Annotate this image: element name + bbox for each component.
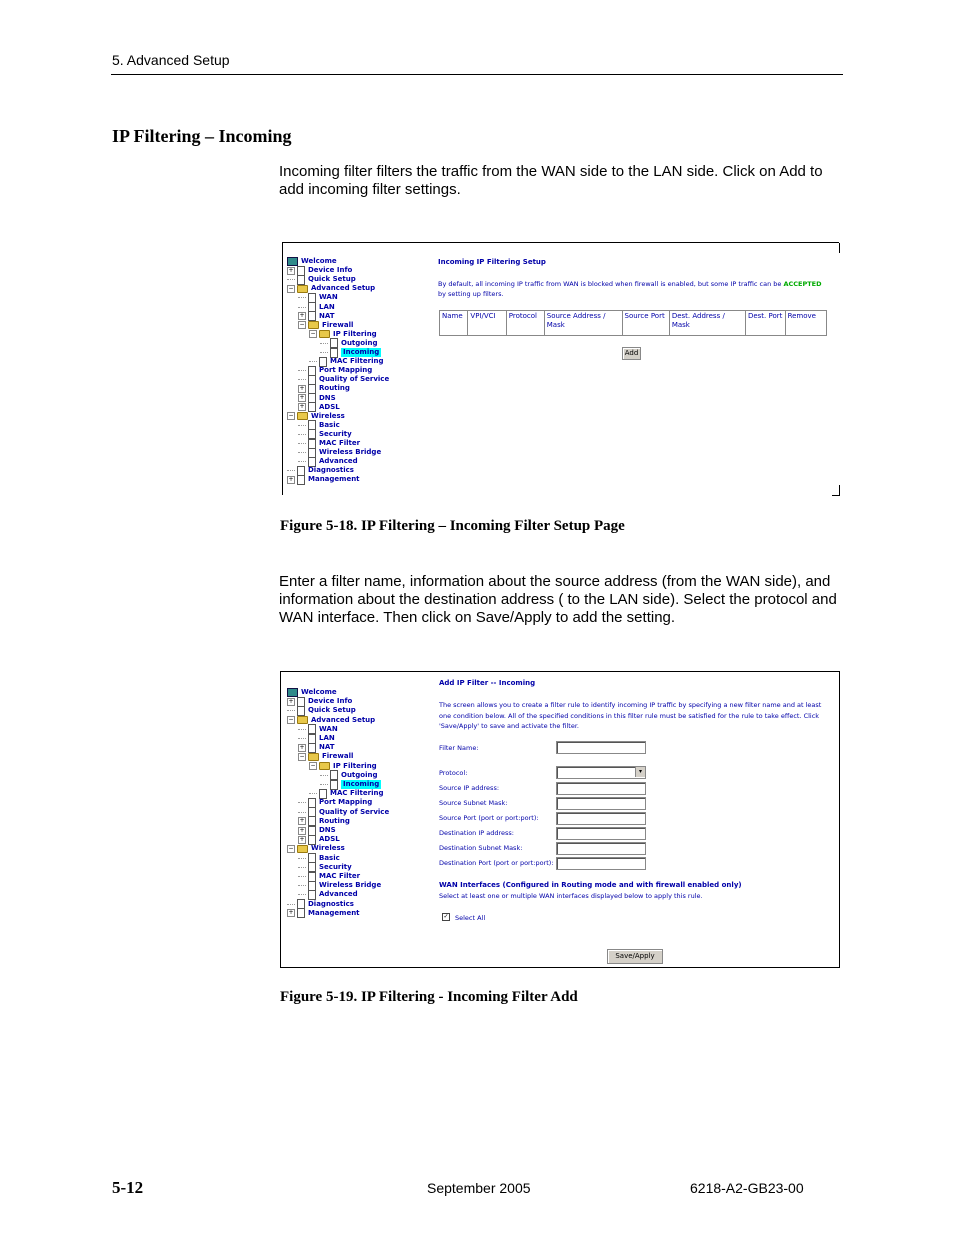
nav-item-port-mapping[interactable] [298,798,372,807]
nav-item-label: WAN [319,293,338,302]
tree-connector [298,375,306,380]
tree-connector [298,303,306,308]
expand-icon[interactable]: + [288,475,294,483]
nav-item-ip-filtering[interactable] [309,762,377,771]
collapse-icon[interactable]: − [310,330,316,338]
nav-item-device-info[interactable] [287,697,352,706]
expand-icon[interactable]: + [299,384,305,392]
tree-connector [298,734,306,739]
tree-connector [298,457,306,462]
nav-item-security[interactable] [298,863,352,872]
nav-item-label: Incoming [343,348,380,356]
add-button[interactable]: Add [622,347,641,360]
figure-caption-1: Figure 5-18. IP Filtering – Incoming Filter Setup Page [280,518,625,534]
column-header-vpi-vci: VPI/VCI [468,311,506,336]
page-icon [297,275,305,285]
source-mask-label: Source Subnet Mask: [439,799,508,807]
page-icon [308,457,316,467]
page-number: 5-12 [112,1178,144,1197]
tree-connector [298,808,306,813]
nav-item-incoming[interactable] [320,780,381,789]
nav-item-label: Quick Setup [308,706,356,715]
nav-item-label: Port Mapping [319,366,373,375]
tree-connector [320,339,328,344]
figure-caption-2: Figure 5-19. IP Filtering - Incoming Filter Add [280,989,578,1005]
nav-item-label: LAN [319,734,335,742]
nav-item-label: Security [319,862,352,871]
protocol-label: Protocol: [439,769,468,777]
nav-item-label: Outgoing [341,770,378,779]
page-icon [308,402,316,412]
column-header-dest-address-mask: Dest. Address / Mask [669,311,745,336]
nav-item-quick-setup[interactable] [287,275,356,284]
instructions-paragraph: Enter a filter name, information about the source address (from the WAN side), and information about the destination address ( to the LAN side). Select the protocol and WAN interface. Then click on Save/Apply to add the setting. [279,573,837,626]
tree-connector [287,275,295,280]
select-all-checkbox[interactable]: ✓ [443,914,449,920]
wan-interfaces-description: Select at least one or multiple WAN interfaces displayed below to apply this rule. [439,892,703,900]
page-icon [297,475,305,485]
tree-connector [320,780,328,785]
footer-date: September 2005 [427,1180,531,1196]
nav-item-advanced-setup[interactable] [287,716,375,725]
nav-item-label: WAN [319,724,338,733]
page-icon [330,780,338,790]
nav-item-label: Diagnostics [308,466,354,475]
folder-icon [308,321,319,329]
tree-connector [320,771,328,776]
nav-item-label: DNS [319,826,336,834]
collapse-icon[interactable]: − [310,762,316,770]
nav-item-dns[interactable] [298,394,336,403]
nav-item-label: Wireless [311,844,345,853]
nav-item-adsl[interactable] [298,835,340,844]
tree-connector [287,466,295,471]
nav-item-label: Routing [319,384,350,393]
tree-connector [298,366,306,371]
select-all-label: Select All [455,914,486,922]
dest-mask-input[interactable] [556,842,646,855]
nav-item-mac-filter[interactable] [298,872,360,881]
nav-item-wan[interactable] [298,725,338,734]
nav-item-advanced[interactable] [298,457,358,466]
nav-item-lan[interactable] [298,303,335,312]
nav-item-diagnostics[interactable] [287,900,354,909]
header-rule [111,74,843,75]
tree-connector [298,872,306,877]
expand-icon[interactable]: + [299,743,305,751]
folder-icon [297,845,308,853]
nav-item-firewall[interactable] [298,752,353,761]
tree-connector [309,357,317,362]
folder-icon [319,762,330,770]
column-header-protocol: Protocol [506,311,544,336]
expand-icon[interactable]: + [288,697,294,705]
expand-icon[interactable]: + [299,817,305,825]
nav-item-label: ADSL [319,835,340,844]
nav-item-label: LAN [319,302,335,311]
column-header-source-port: Source Port [622,311,669,336]
desc-text-end: by setting up filters. [438,290,504,298]
source-port-input[interactable] [556,812,646,825]
tree-connector [298,881,306,886]
column-header-remove: Remove [785,311,826,336]
nav-item-routing[interactable] [298,384,350,393]
setup-description [438,279,833,299]
page-icon [308,890,316,900]
nav-item-label: Advanced [319,457,358,466]
add-filter-title: Add IP Filter -- Incoming [439,679,536,687]
nav-item-quick-setup[interactable] [287,706,356,715]
nav-item-mac-filtering[interactable] [309,789,383,798]
add-filter-description: The screen allows you to create a filter rule to identify incoming IP traffic by specifying a new filter name and at least one condition below. All of the specified conditions in this filter rule must be satisfied for the rule to take effect. Click 'Save/Apply' to save and activate the filter. [439,701,822,730]
nav-item-incoming[interactable] [320,348,381,357]
nav-item-label: Advanced [319,890,358,899]
tree-connector [298,863,306,868]
dest-ip-input[interactable] [556,827,646,840]
nav-item-label: Device Info [308,697,353,706]
nav-item-label: Quality of Service [319,375,390,384]
dest-port-input[interactable] [556,857,646,870]
nav-item-label: Firewall [322,320,354,329]
nav-item-label: Wireless [311,411,345,420]
nav-item-wireless[interactable] [287,844,345,853]
tree-connector [287,900,295,905]
folder-icon [319,330,330,338]
nav-item-label: Incoming [343,780,380,788]
dest-mask-label: Destination Subnet Mask: [439,844,523,852]
column-header-source-address-mask: Source Address / Mask [544,311,622,336]
nav-item-label: MAC Filter [319,439,361,447]
dest-ip-label: Destination IP address: [439,829,514,837]
nav-item-quality-of-service[interactable] [298,808,389,817]
expand-icon[interactable]: + [299,312,305,320]
nav-item-welcome[interactable] [287,257,337,266]
nav-item-label: Device Info [308,266,353,275]
expand-icon[interactable]: + [299,835,305,843]
expand-icon[interactable]: + [288,266,294,274]
tree-connector [320,348,328,353]
setup-title: Incoming IP Filtering Setup [438,258,546,266]
nav-item-label: MAC Filter [319,872,361,880]
intro-paragraph: Incoming filter filters the traffic from the WAN side to the LAN side. Click on Add to add incoming filter settings. [279,163,823,198]
nav-item-label: Wireless Bridge [319,448,382,457]
nav-item-firewall[interactable] [298,321,353,330]
expand-icon[interactable]: + [299,826,305,834]
folder-icon [297,412,308,420]
nav-item-advanced[interactable] [298,890,358,899]
tree-connector [298,854,306,859]
nav-item-wireless-bridge[interactable] [298,881,381,890]
nav-item-mac-filtering[interactable] [309,357,383,366]
nav-item-label: Basic [319,420,340,429]
collapse-icon[interactable]: − [299,321,305,329]
collapse-icon[interactable]: − [299,752,305,760]
expand-icon[interactable]: + [299,394,305,401]
nav-item-label: ADSL [319,402,340,411]
tree-connector [298,725,306,730]
page-icon [330,348,338,358]
expand-icon[interactable]: + [288,909,294,917]
nav-item-label: MAC Filtering [330,357,384,366]
nav-item-welcome[interactable] [287,688,337,697]
column-header-name: Name [440,311,468,336]
wan-interfaces-title: WAN Interfaces (Configured in Routing mode and with firewall enabled only) [439,881,742,889]
page-icon [308,743,316,753]
nav-item-label: Quick Setup [308,275,356,284]
page-icon [308,311,316,321]
nav-item-label: Security [319,429,352,438]
nav-item-basic[interactable] [298,421,340,430]
nav-item-label: IP Filtering [333,761,377,770]
page-icon [319,357,327,367]
desc-text: By default, all incoming IP traffic from WAN is blocked when firewall is enabled, but some IP traffic can be [438,280,784,288]
source-ip-input[interactable] [556,782,646,795]
nav-item-management[interactable] [287,475,360,484]
page-icon [297,706,305,716]
source-ip-label: Source IP address: [439,784,500,792]
page-icon [308,835,316,845]
nav-item-outgoing[interactable] [320,339,378,348]
filter-name-input[interactable] [556,741,646,754]
folder-icon [308,753,319,761]
page-icon [297,908,305,918]
nav-item-label: IP Filtering [333,329,377,338]
filter-name-label: Filter Name: [439,744,479,752]
dest-port-label: Destination Port (port or port:port): [439,859,554,867]
nav-item-label: Advanced Setup [311,715,376,724]
nav-item-lan[interactable] [298,734,335,743]
nav-item-nat[interactable] [298,743,335,752]
nav-item-security[interactable] [298,430,352,439]
tree-connector [298,293,306,298]
folder-icon [297,716,308,724]
nav-item-label: Outgoing [341,338,378,347]
tree-connector [298,890,306,895]
nav-item-management[interactable] [287,909,360,918]
tree-connector [287,706,295,711]
tree-connector [298,421,306,426]
nav-item-label: Firewall [322,752,354,761]
save-apply-button[interactable]: Save/Apply [607,949,663,964]
collapse-icon[interactable]: − [288,412,294,420]
source-port-label: Source Port (port or port:port): [439,814,539,822]
nav-item-label: Management [308,908,360,917]
nav-item-nat[interactable] [298,312,335,321]
tree-connector [298,439,306,444]
nav-item-dns[interactable] [298,826,336,835]
nav-item-label: Welcome [301,257,337,265]
protocol-select[interactable] [556,766,646,779]
accepted-text: ACCEPTED [783,280,822,288]
nav-item-label: Wireless Bridge [319,881,382,890]
nav-item-label: DNS [319,393,336,402]
nav-item-label: NAT [319,311,335,320]
computer-icon [287,688,298,697]
tree-connector [298,448,306,453]
nav-item-outgoing[interactable] [320,771,378,780]
nav-item-label: Port Mapping [319,798,373,807]
tree-connector [298,798,306,803]
nav-item-label: MAC Filtering [330,789,384,798]
source-mask-input[interactable] [556,797,646,810]
nav-item-adsl[interactable] [298,403,340,412]
collapse-icon[interactable]: − [288,844,294,852]
nav-item-label: Welcome [301,688,337,696]
incoming-filter-setup-screenshot [282,242,839,495]
nav-item-label: NAT [319,743,335,752]
chevron-down-icon: ▾ [635,767,645,777]
nav-item-advanced-setup[interactable] [287,284,375,293]
tree-connector [309,789,317,794]
collapse-icon[interactable]: − [288,716,294,724]
collapse-icon[interactable]: − [288,284,294,292]
nav-item-label: Diagnostics [308,899,354,908]
incoming-filter-add-screenshot [280,671,840,968]
nav-item-ip-filtering[interactable] [309,330,377,339]
page-icon [319,789,327,799]
document-number: 6218-A2-GB23-00 [690,1180,804,1196]
column-header-dest-port: Dest. Port [745,311,785,336]
running-header: 5. Advanced Setup [112,52,230,68]
nav-item-label: Management [308,475,360,484]
nav-item-label: Quality of Service [319,807,390,816]
folder-icon [297,285,308,293]
nav-item-routing[interactable] [298,817,350,826]
nav-item-label: Advanced Setup [311,284,376,293]
section-title: IP Filtering – Incoming [112,126,292,146]
nav-item-basic[interactable] [298,854,340,863]
tree-connector [298,430,306,435]
filter-table [439,310,827,336]
nav-item-label: Basic [319,853,340,862]
expand-icon[interactable]: + [299,403,305,411]
nav-item-wan[interactable] [298,293,338,302]
nav-item-label: Routing [319,816,350,825]
